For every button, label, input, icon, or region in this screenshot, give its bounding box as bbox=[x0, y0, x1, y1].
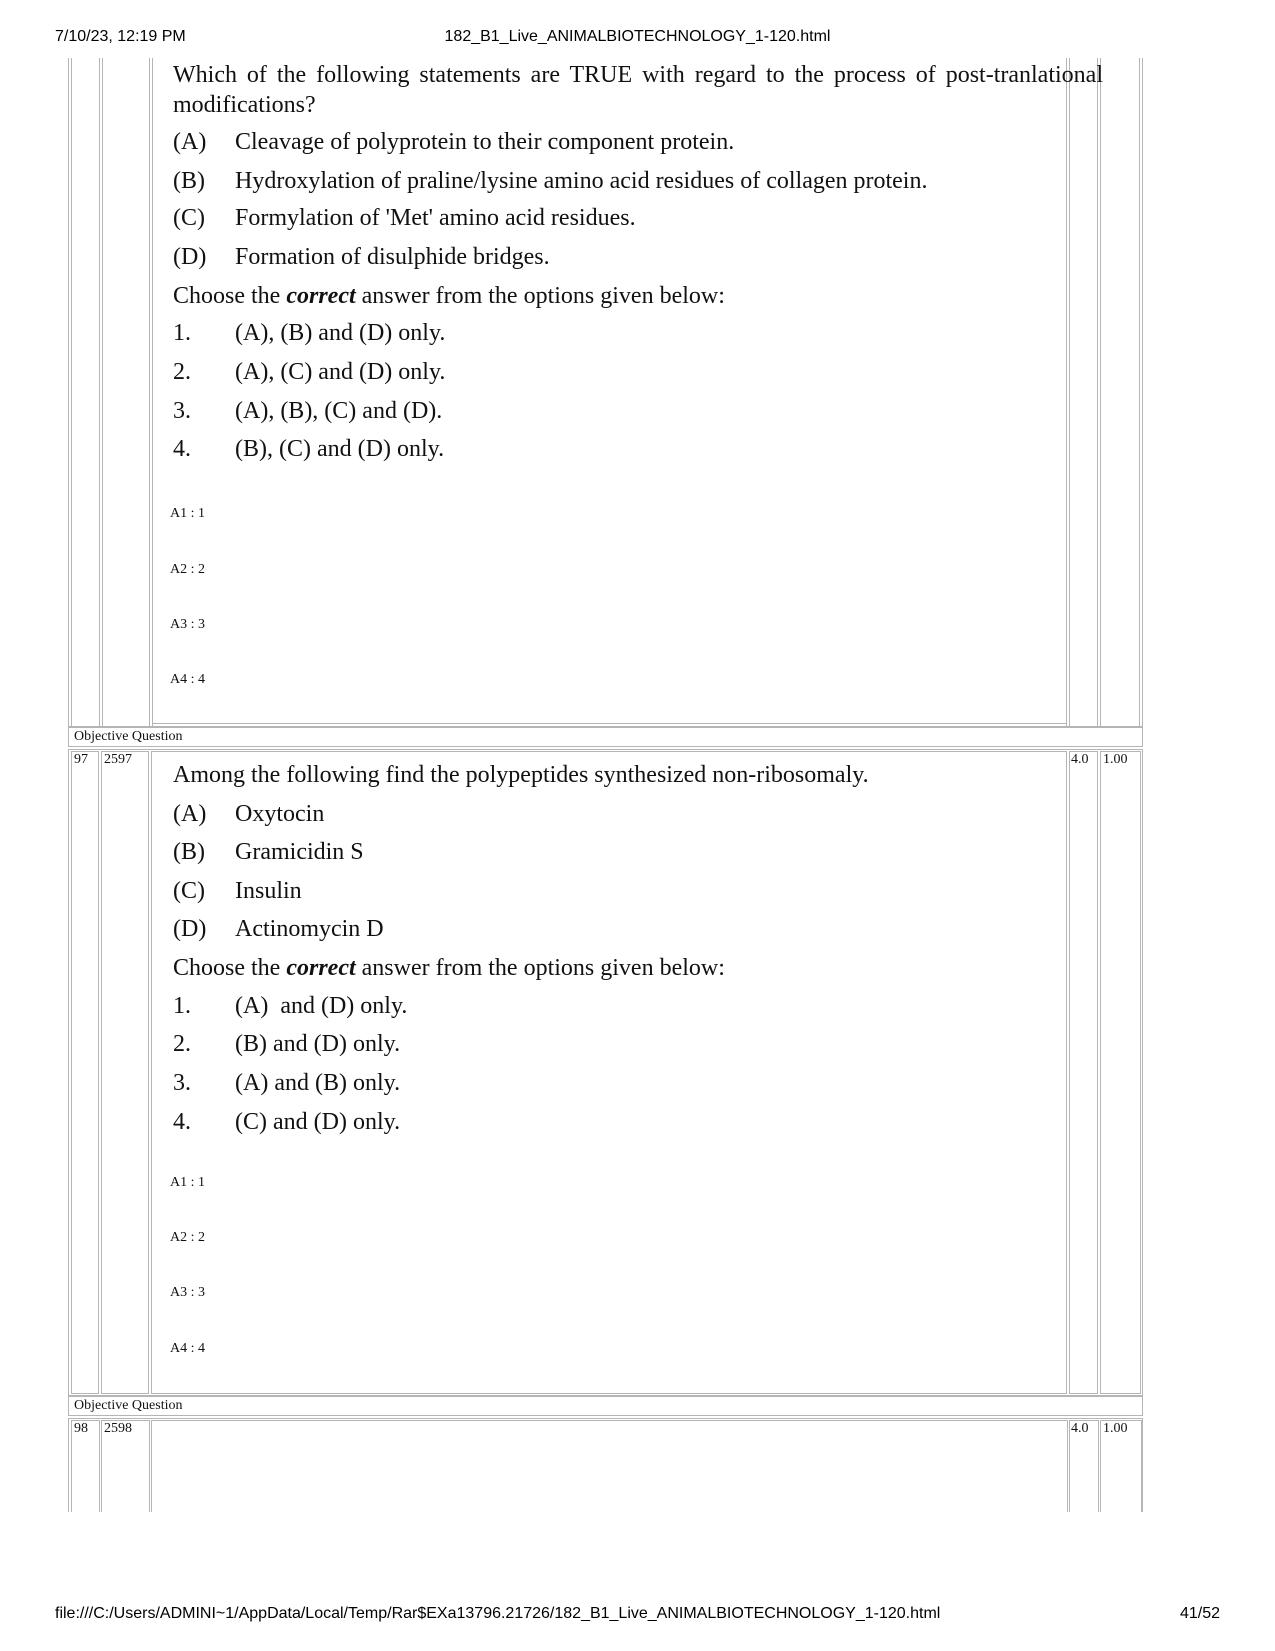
q97-question-text: Among the following find the polypeptides synthesized non-ribosomaly. bbox=[173, 762, 869, 788]
choice-number: 4. bbox=[173, 1109, 191, 1135]
print-header bbox=[0, 28, 1275, 52]
q97-option-b bbox=[173, 837, 364, 867]
option-label: (B) bbox=[173, 839, 205, 865]
q96-choice-1 bbox=[173, 318, 445, 348]
choice-number: 4. bbox=[173, 436, 191, 462]
choice-number: 2. bbox=[173, 359, 191, 385]
q98-negative-marks: 1.00 bbox=[1103, 1421, 1128, 1436]
section-label-row bbox=[68, 1396, 1143, 1416]
q96-answer-4: A4 : 4 bbox=[170, 672, 205, 687]
print-page-number: 41/52 bbox=[1179, 1605, 1220, 1622]
choice-text: (A) and (B) only. bbox=[235, 1070, 401, 1096]
choice-text: (C) and (D) only. bbox=[235, 1109, 401, 1135]
print-title: 182_B1_Live_ANIMALBIOTECHNOLOGY_1-120.html bbox=[444, 28, 831, 45]
print-footer bbox=[0, 1605, 1275, 1629]
emphasis-correct: correct bbox=[286, 955, 356, 981]
option-label: (C) bbox=[173, 205, 205, 231]
q97-option-d bbox=[173, 914, 384, 944]
q97-question-id: 2597 bbox=[104, 752, 132, 767]
print-datetime: 7/10/23, 12:19 PM bbox=[55, 28, 186, 45]
q97-answer-1: A1 : 1 bbox=[170, 1175, 205, 1190]
option-label: (D) bbox=[173, 916, 207, 942]
option-text: Actinomycin D bbox=[235, 916, 384, 942]
section-label: Objective Question bbox=[74, 1398, 183, 1413]
option-text: Oxytocin bbox=[235, 801, 325, 827]
choice-number: 3. bbox=[173, 398, 191, 424]
q96-instruction: Choose the correct answer from the options given below: bbox=[173, 283, 725, 309]
section-label-row bbox=[68, 727, 1143, 747]
option-label: (A) bbox=[173, 801, 207, 827]
q96-option-b bbox=[173, 166, 927, 196]
option-text: Cleavage of polyprotein to their component protein. bbox=[235, 129, 735, 155]
q97-choice-2 bbox=[173, 1029, 400, 1059]
q97-answer-4: A4 : 4 bbox=[170, 1341, 205, 1356]
q97-option-c bbox=[173, 876, 302, 906]
q97-choice-4 bbox=[173, 1107, 400, 1137]
option-label: (D) bbox=[173, 244, 207, 270]
q96-choice-2 bbox=[173, 357, 445, 387]
q96-answer-2: A2 : 2 bbox=[170, 562, 205, 577]
option-text: Formylation of 'Met' amino acid residues. bbox=[235, 205, 636, 231]
q97-serial-number: 97 bbox=[74, 752, 88, 767]
choice-text: (B), (C) and (D) only. bbox=[235, 436, 445, 462]
choice-number: 1. bbox=[173, 320, 191, 346]
option-label: (C) bbox=[173, 878, 205, 904]
q96-answer-1: A1 : 1 bbox=[170, 506, 205, 521]
q97-answer-2: A2 : 2 bbox=[170, 1230, 205, 1245]
q96-question-text: Which of the following statements are TRUE with regard to the process of post-tranlational modifications? bbox=[173, 62, 1103, 118]
q96-choice-3 bbox=[173, 396, 442, 426]
q97-choice-3 bbox=[173, 1068, 400, 1098]
choice-text: (A), (B), (C) and (D). bbox=[235, 398, 443, 424]
section-label: Objective Question bbox=[74, 729, 183, 744]
option-label: (B) bbox=[173, 168, 205, 194]
emphasis-correct: correct bbox=[286, 283, 356, 309]
q97-choice-1 bbox=[173, 991, 407, 1021]
q98-question-id: 2598 bbox=[104, 1421, 132, 1436]
choice-text: (B) and (D) only. bbox=[235, 1031, 401, 1057]
q98-marks: 4.0 bbox=[1071, 1421, 1089, 1436]
choice-text: (A) and (D) only. bbox=[235, 993, 408, 1019]
q96-option-c bbox=[173, 203, 636, 233]
q97-negative-marks: 1.00 bbox=[1103, 752, 1128, 767]
q96-choice-4 bbox=[173, 434, 444, 464]
choice-number: 2. bbox=[173, 1031, 191, 1057]
q97-instruction: Choose the correct answer from the options given below: bbox=[173, 955, 725, 981]
option-text: Hydroxylation of praline/lysine amino acid residues of collagen protein. bbox=[235, 168, 928, 194]
q98-serial-number: 98 bbox=[74, 1421, 88, 1436]
q97-marks: 4.0 bbox=[1071, 752, 1089, 767]
q97-answer-3: A3 : 3 bbox=[170, 1285, 205, 1300]
choice-number: 3. bbox=[173, 1070, 191, 1096]
q96-answer-3: A3 : 3 bbox=[170, 617, 205, 632]
choice-number: 1. bbox=[173, 993, 191, 1019]
print-file-path: file:///C:/Users/ADMINI~1/AppData/Local/Temp/Rar$EXa13796.21726/182_B1_Live_ANIMALBIOTECHNOLOGY_1-120.html bbox=[55, 1605, 941, 1622]
option-label: (A) bbox=[173, 129, 207, 155]
option-text: Formation of disulphide bridges. bbox=[235, 244, 550, 270]
q96-option-d bbox=[173, 242, 550, 272]
q97-option-a bbox=[173, 799, 324, 829]
q96-option-a bbox=[173, 127, 734, 157]
option-text: Gramicidin S bbox=[235, 839, 364, 865]
choice-text: (A), (C) and (D) only. bbox=[235, 359, 446, 385]
choice-text: (A), (B) and (D) only. bbox=[235, 320, 446, 346]
option-text: Insulin bbox=[235, 878, 302, 904]
